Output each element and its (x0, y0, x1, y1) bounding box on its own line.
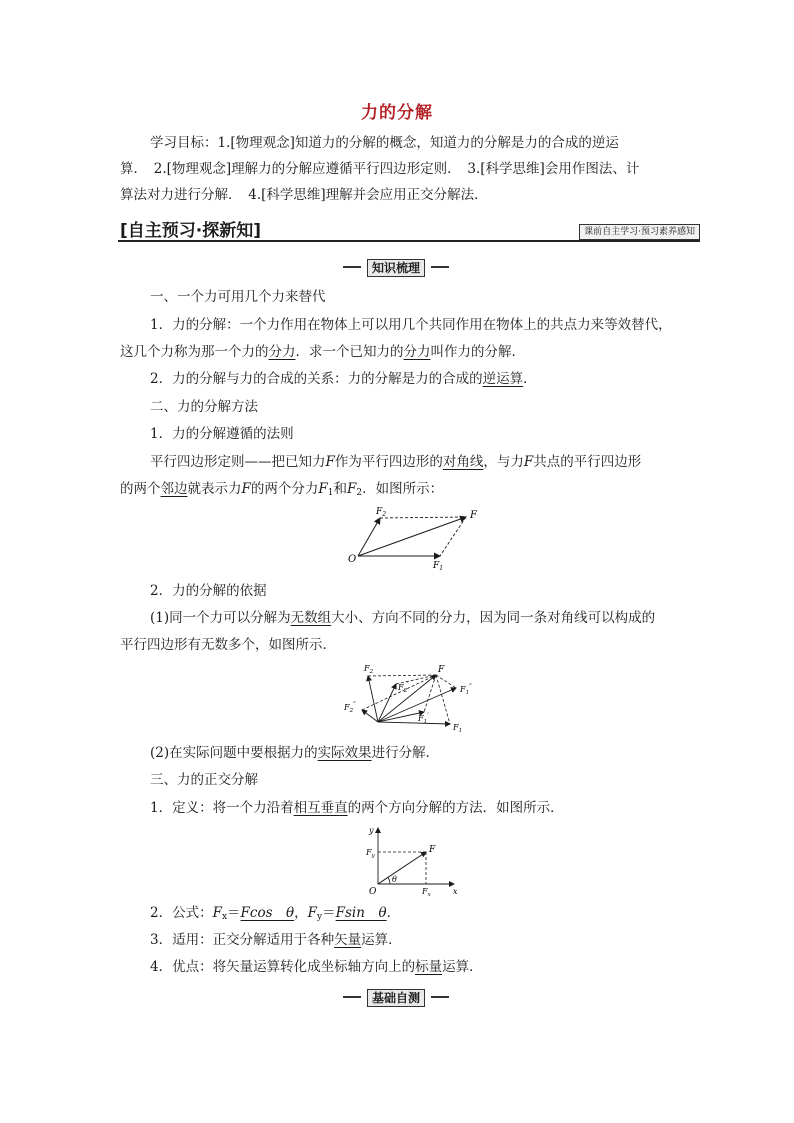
var: F (453, 723, 459, 732)
text: (2)在实际问题中要根据力的 (150, 745, 318, 761)
text: 1．定义：将一个力沿着 (150, 800, 294, 816)
para-1a: 1．力的分解：一个力作用在物体上可以用几个共同作用在物体上的共点力来等效替代， (150, 317, 672, 333)
answer-fcos (241, 905, 295, 921)
heading-2: 二、力的分解方法 (150, 399, 258, 415)
figure-many-decompositions (340, 660, 490, 738)
label-F1-doubleprime (459, 683, 472, 696)
test-box (343, 989, 449, 1005)
label-theta: θ (392, 875, 397, 884)
force-F-arrow (378, 852, 426, 884)
var-F: F (325, 454, 335, 470)
label-x: x (453, 887, 458, 896)
sub: 1 (465, 690, 470, 696)
sub-x: x (221, 912, 228, 922)
answer-niyunsuan: 逆运算 (482, 371, 524, 387)
para-4 (150, 449, 710, 475)
var: F (366, 848, 372, 857)
sub: 1 (439, 565, 444, 572)
dashed-edge (436, 675, 450, 724)
var-F: F (523, 454, 534, 470)
para-7 (150, 605, 710, 631)
sub: 1 (423, 719, 428, 725)
para-13 (150, 954, 710, 980)
var: F (344, 703, 350, 712)
text: ＝ (322, 905, 336, 921)
para-1b (120, 339, 680, 365)
text: 叫作力的分解． (430, 344, 525, 360)
formula-fcos: Fcos θ (240, 905, 295, 921)
text: ．如图所示： (362, 481, 444, 497)
text: 4．优点：将矢量运算转化成坐标轴方向上的 (150, 959, 416, 975)
page-title: 力的分解 (361, 103, 433, 123)
text: ．求一个已知力的 (295, 344, 404, 360)
para-3: 1．力的分解遵循的法则 (150, 426, 294, 442)
text: (1)同一个力可以分解为 (150, 610, 291, 626)
knowledge-box-label: 知识梳理 (367, 259, 425, 277)
answer-biaoliang: 标量 (415, 959, 443, 975)
text: ，与力 (483, 454, 524, 470)
var-F: F (212, 905, 222, 921)
sub: x (427, 892, 431, 896)
sub: 1 (458, 728, 463, 734)
label-Fx (421, 887, 432, 896)
answer-wushuzu: 无数组 (290, 610, 332, 626)
heading-1: 一、一个力可用几个力来替代 (150, 289, 326, 305)
label-F: F (429, 845, 436, 855)
text: 3．适用：正交分解适用于各种 (150, 932, 335, 948)
test-box-label: 基础自测 (367, 989, 425, 1007)
label-F2 (375, 507, 386, 518)
answer-fenli-1: 分力 (268, 344, 296, 360)
var-F1: F (318, 481, 328, 497)
text: 的两个分力 (250, 481, 319, 497)
label-Fy (365, 848, 376, 859)
heading-3: 三、力的正交分解 (150, 772, 258, 788)
text: ＝ (227, 905, 241, 921)
text: 作为平行四边形的 (334, 454, 443, 470)
text: 运算． (442, 959, 483, 975)
var: F (460, 685, 466, 694)
text: ． (523, 371, 537, 387)
dashed-edge (440, 517, 466, 556)
sub: 2 (403, 688, 408, 694)
text: 共点的平行四边形 (533, 454, 642, 470)
label-y: y (369, 826, 374, 835)
sub-1: 1 (327, 488, 334, 498)
sub: 2 (382, 511, 387, 518)
label-F1 (432, 561, 443, 572)
section-header (118, 218, 700, 242)
label-F2-prime (397, 681, 409, 694)
objectives-line-3: 算法对力进行分解． 4.[科学思维]理解并会应用正交分解法． (120, 187, 488, 203)
text: 2．公式： (150, 905, 213, 921)
force-F2-arrow (358, 518, 380, 556)
force-F2p-arrow (378, 684, 396, 722)
sub-2: 2 (356, 488, 363, 498)
mark: ″ (353, 701, 356, 709)
var-F: F (307, 905, 318, 921)
dashed-edge (424, 675, 436, 712)
sub: 2 (369, 669, 374, 675)
para-12 (150, 927, 710, 953)
para-2 (150, 366, 710, 392)
sub-y: y (317, 912, 323, 922)
answer-shijixiaoguo: 实际效果 (317, 745, 372, 761)
label-O: O (369, 887, 377, 896)
theta-arc (388, 878, 390, 885)
force-F1-arrow (378, 722, 450, 724)
text: 和 (333, 481, 347, 497)
para-10 (150, 795, 710, 821)
label-F: F (438, 665, 445, 675)
label-F2 (363, 664, 374, 675)
dashed-edge (380, 517, 466, 518)
text: 就表示力 (187, 481, 242, 497)
sub: 2 (349, 708, 354, 714)
label-O: O (348, 554, 357, 565)
section-title: [自主预习·探新知] (120, 221, 261, 241)
para-6: 2．力的分解的依据 (150, 583, 267, 599)
answer-linbian: 邻边 (160, 481, 188, 497)
sub: y (371, 853, 375, 859)
formula-fsin: Fsin θ (335, 905, 387, 921)
para-9 (150, 740, 710, 766)
mark: ′ (427, 712, 429, 720)
label-F2-doubleprime (343, 701, 356, 714)
force-F-arrow (358, 517, 466, 556)
objectives-line-1: 学习目标：1.[物理观念]知道力的分解的概念，知道力的分解是力的合成的逆运 (150, 135, 619, 151)
var: F (422, 887, 428, 896)
answer-fenli-2: 分力 (403, 344, 431, 360)
para-8: 平行四边形有无数多个，如图所示． (120, 637, 336, 653)
text: 进行分解． (371, 745, 440, 761)
var-F: F (241, 481, 251, 497)
var: F (418, 714, 424, 723)
var: F (398, 683, 404, 692)
text: 2．力的分解与力的合成的关系：力的分解是力的合成的 (150, 371, 483, 387)
var: F (376, 507, 383, 517)
section-tag: 课前自主学习·预习素养感知 (579, 224, 700, 240)
text: 平行四边形定则——把已知力 (150, 454, 326, 470)
text: 的两个 (120, 481, 161, 497)
text: 大小、方向不同的分力，因为同一条对角线可以构成的 (331, 610, 656, 626)
mark: ″ (469, 683, 472, 691)
answer-shiliang: 矢量 (334, 932, 362, 948)
figure-orthogonal (362, 822, 462, 896)
answer-xianghuchuizhi: 相互垂直 (293, 800, 348, 816)
var: F (364, 664, 370, 673)
text: 这几个力称为那一个力的 (120, 344, 269, 360)
answer-duijiaoxian: 对角线 (442, 454, 484, 470)
text: 的两个方向分解的方法．如图所示． (347, 800, 564, 816)
answer-fsin (336, 905, 387, 921)
var: F (433, 561, 440, 571)
label-F: F (470, 510, 477, 521)
para-11 (150, 900, 710, 930)
text: ， (294, 905, 308, 921)
objectives-line-2: 算． 2.[物理观念]理解力的分解应遵循平行四边形定则． 3.[科学思维]会用作图法、计 (120, 161, 640, 177)
label-F1 (452, 723, 462, 734)
text: ． (386, 905, 401, 921)
var-F2: F (346, 481, 357, 497)
mark: ′ (407, 681, 409, 689)
text: 运算． (361, 932, 402, 948)
figure-parallelogram (340, 500, 490, 572)
knowledge-box (343, 259, 449, 275)
dashed-edge (368, 675, 436, 676)
